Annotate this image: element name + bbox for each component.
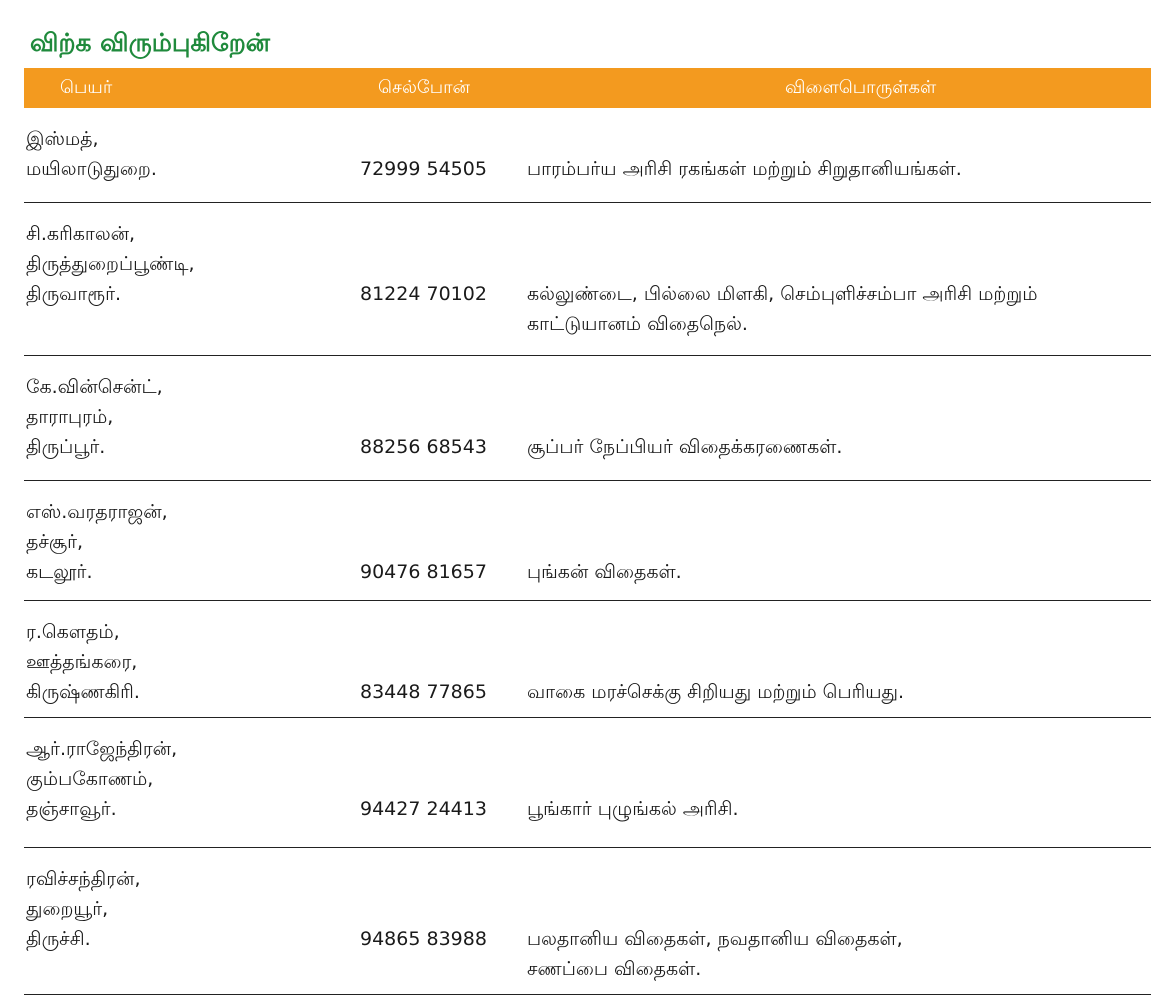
- page-title: விற்க விரும்புகிறேன்: [30, 28, 270, 57]
- seller-name-line: திருவாரூர்.: [26, 283, 122, 305]
- seller-name: [26, 617, 140, 707]
- seller-name: [26, 497, 168, 587]
- products: [527, 794, 739, 824]
- seller-name: [26, 864, 141, 954]
- seller-name-line: மயிலாடுதுறை.: [26, 158, 157, 180]
- table-row: [24, 203, 1151, 356]
- seller-name-line: ஆர்.ராஜேந்திரன்,: [26, 738, 178, 760]
- seller-name-line: ர.கௌதம்,: [26, 621, 120, 643]
- products: [527, 924, 903, 984]
- seller-name-line: கிருஷ்ணகிரி.: [26, 681, 140, 703]
- table-header: [24, 68, 1151, 108]
- products: [527, 279, 1038, 339]
- phone-number: 94427 24413: [360, 798, 487, 820]
- table-row: [24, 601, 1151, 718]
- seller-name-line: திருச்சி.: [26, 928, 91, 950]
- phone-number: 72999 54505: [360, 158, 487, 180]
- seller-name-line: இஸ்மத்,: [26, 128, 99, 150]
- seller-name-line: கடலூர்.: [26, 561, 93, 583]
- seller-name-line: ரவிச்சந்திரன்,: [26, 868, 141, 890]
- seller-name: [26, 124, 157, 184]
- table-row: [24, 848, 1151, 995]
- table-row: [24, 718, 1151, 848]
- table-row: [24, 481, 1151, 601]
- table-row: [24, 356, 1151, 481]
- product-line: பாரம்பர்ய அரிசி ரகங்கள் மற்றும் சிறுதானியங்கள்.: [527, 158, 962, 180]
- seller-name-line: எஸ்.வரதராஜன்,: [26, 501, 168, 523]
- phone-number: 81224 70102: [360, 283, 487, 305]
- product-line: பூங்கார் புழுங்கல் அரிசி.: [527, 798, 739, 820]
- header-phone: செல்போன்: [378, 77, 470, 98]
- table-row: [24, 108, 1151, 203]
- seller-name: [26, 219, 195, 309]
- products: [527, 432, 842, 462]
- seller-table: [24, 108, 1151, 995]
- seller-name-line: தாராபுரம்,: [26, 406, 114, 428]
- product-line: புங்கன் விதைகள்.: [527, 561, 682, 583]
- phone-number: 83448 77865: [360, 681, 487, 703]
- products: [527, 677, 904, 707]
- seller-name-line: திருத்துறைப்பூண்டி,: [26, 253, 195, 275]
- seller-name-line: சி.கரிகாலன்,: [26, 223, 136, 245]
- products: [527, 154, 962, 184]
- seller-name: [26, 372, 163, 462]
- seller-name-line: ஊத்தங்கரை,: [26, 651, 138, 673]
- phone-number: 94865 83988: [360, 928, 487, 950]
- product-line: சூப்பர் நேப்பியர் விதைக்கரணைகள்.: [527, 436, 843, 458]
- products: [527, 557, 682, 587]
- phone-number: 90476 81657: [360, 561, 487, 583]
- product-line: கல்லுண்டை, பில்லை மிளகி, செம்புளிச்சம்பா அரிசி மற்றும்: [527, 283, 1038, 305]
- seller-name-line: தஞ்சாவூர்.: [26, 798, 117, 820]
- product-line: வாகை மரச்செக்கு சிறியது மற்றும் பெரியது.: [527, 681, 905, 703]
- seller-name-line: திருப்பூர்.: [26, 436, 106, 458]
- seller-name-line: கும்பகோணம்,: [26, 768, 154, 790]
- header-products: விளைபொருள்கள்: [785, 77, 937, 98]
- seller-name-line: கே.வின்சென்ட்,: [26, 376, 163, 398]
- seller-name: [26, 734, 177, 824]
- phone-number: 88256 68543: [360, 436, 487, 458]
- seller-name-line: தச்சூர்,: [26, 531, 84, 553]
- header-name: பெயர்: [60, 77, 113, 98]
- product-line: காட்டுயானம் விதைநெல்.: [527, 313, 748, 335]
- product-line: பலதானிய விதைகள், நவதானிய விதைகள்,: [527, 928, 903, 950]
- seller-name-line: துறையூர்,: [26, 898, 109, 920]
- product-line: சணப்பை விதைகள்.: [527, 958, 702, 980]
